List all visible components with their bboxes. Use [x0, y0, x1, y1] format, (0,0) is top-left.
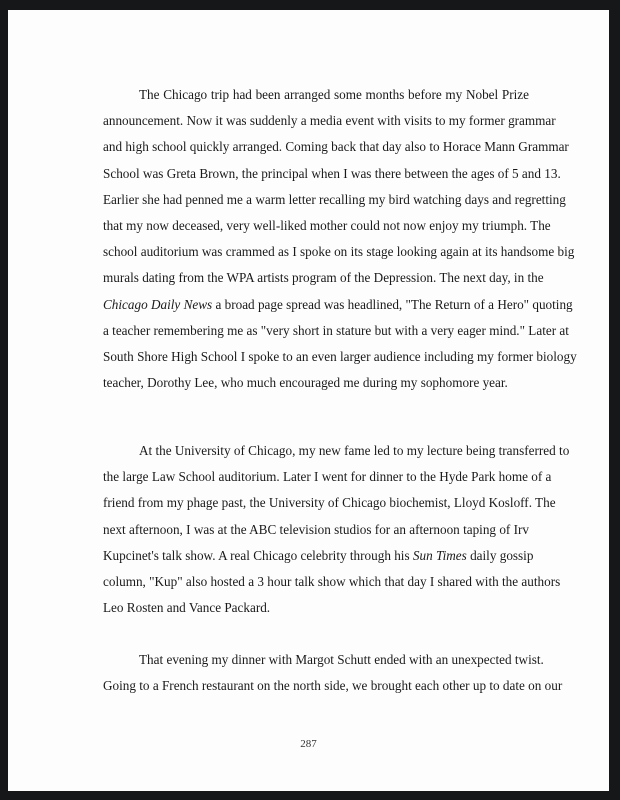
text-line: a teacher remembering me as "very short in stature but with a very eager mind." Later at: [103, 322, 569, 338]
text-line: next afternoon, I was at the ABC television studios for an afternoon taping of Irv: [103, 521, 529, 537]
text-line: South Shore High School I spoke to an even larger audience including my former biology: [103, 349, 577, 365]
text-line: Going to a French restaurant on the north side, we brought each other up to date on our: [103, 678, 563, 694]
text-line: murals dating from the WPA artists program of the Depression. The next day, in the: [103, 270, 544, 286]
text-line: teacher, Dorothy Lee, who much encouraged me during my sophomore year.: [103, 375, 508, 391]
paragraph-2: [103, 438, 570, 621]
text-line: Earlier she had penned me a warm letter recalling my bird watching days and regretting: [103, 191, 566, 207]
text-line: school auditorium was crammed as I spoke on its stage looking again at its handsome big: [103, 244, 575, 260]
paragraph-3: [103, 647, 563, 699]
text-fragment: daily gossip: [470, 547, 534, 563]
newspaper-title: Chicago Daily News: [103, 296, 213, 312]
text-fragment: a broad page spread was headlined, "The Return of a Hero" quoting: [215, 296, 573, 312]
text-fragment: Kupcinet's talk show. A real Chicago celebrity through his: [103, 547, 410, 563]
text-line: School was Greta Brown, the principal when I was there between the ages of 5 and 13.: [103, 165, 561, 181]
text-line-with-italic: [103, 543, 534, 569]
newspaper-title: Sun Times: [412, 547, 467, 563]
text-line: that my now deceased, very well-liked mother could not now enjoy my triumph. The: [103, 218, 551, 234]
page-number: 287: [300, 738, 317, 750]
text-line: column, "Kup" also hosted a 3 hour talk show which that day I shared with the authors: [103, 574, 561, 590]
text-line: Leo Rosten and Vance Packard.: [103, 600, 271, 616]
text-line: At the University of Chicago, my new fame led to my lecture being transferred to: [139, 443, 570, 458]
text-line: and high school quickly arranged. Coming back that day also to Horace Mann Grammar: [103, 139, 569, 155]
text-line: That evening my dinner with Margot Schutt ended with an unexpected twist.: [139, 652, 544, 667]
text-line: The Chicago trip had been arranged some months before my Nobel Prize: [139, 87, 529, 102]
document-page: [8, 10, 609, 791]
text-line: friend from my phage past, the University of Chicago biochemist, Lloyd Kosloff. The: [103, 495, 556, 511]
text-line: announcement. Now it was suddenly a media event with visits to my former grammar: [103, 113, 556, 129]
text-line-with-italic: [103, 292, 573, 318]
paragraph-1: [103, 82, 577, 396]
text-line: the large Law School auditorium. Later I went for dinner to the Hyde Park home of a: [103, 469, 552, 485]
